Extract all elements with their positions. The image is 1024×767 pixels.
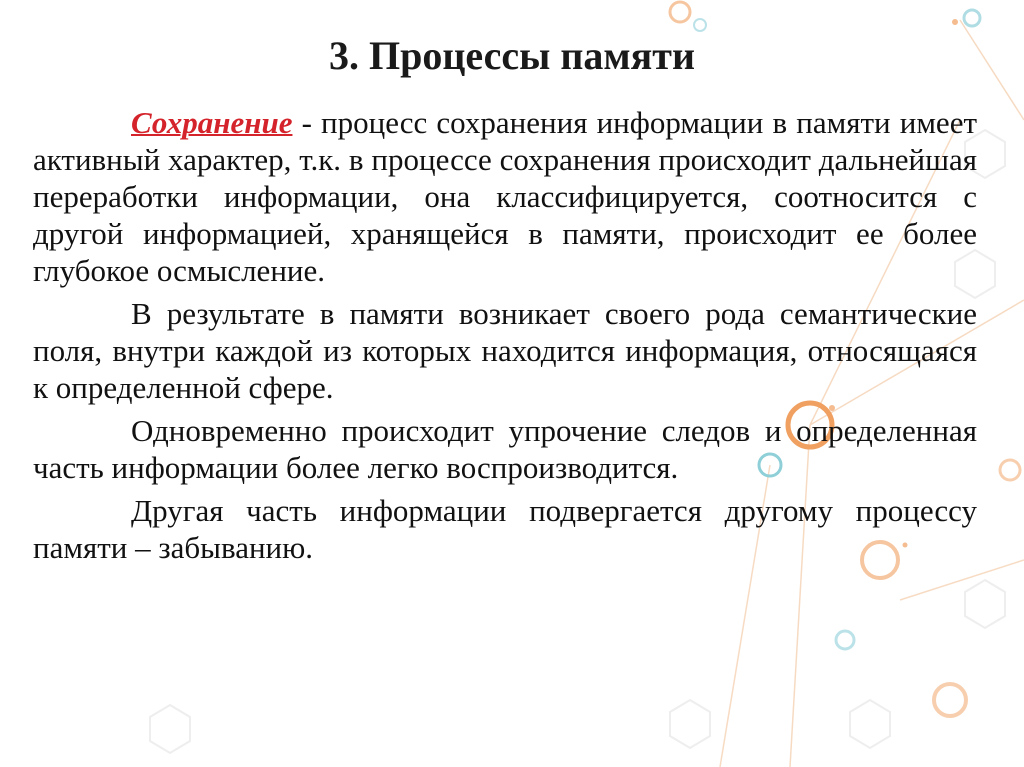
paragraph-consolidation: Одновременно происходит упрочение следов и определенная часть информации более легко воспроизводится.: [33, 413, 977, 485]
paragraph-forgetting: Другая часть информации подвергается другому процессу памяти – забыванию.: [33, 493, 977, 565]
paragraph-storage-text: - процесс сохранения информации в памяти имеет активный характер, т.к. в процессе сохранения происходит дальнейшая переработки информации, она классифицируется, соотносится с другой информацией, хранящейся в памяти, происходит ее более глубокое осмысление.: [33, 105, 977, 288]
paragraph-storage: [33, 104, 977, 289]
slide-title: 3. Процессы памяти: [328, 33, 695, 78]
slide-body: [33, 104, 977, 572]
paragraph-semantic-fields: В результате в памяти возникает своего рода семантические поля, внутри каждой из которых находится информация, относящаяся к определенной сфере.: [33, 296, 977, 405]
term-storage: Сохранение: [131, 105, 293, 140]
